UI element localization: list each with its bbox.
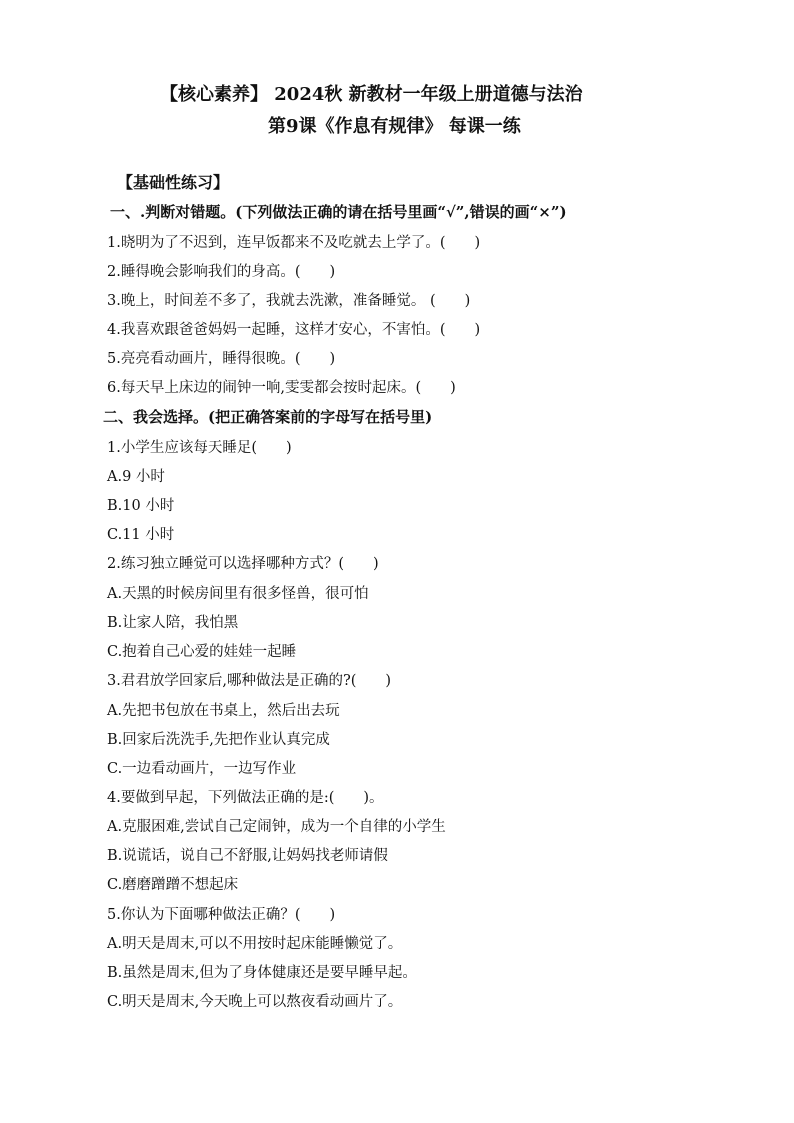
choice-option: A.9 小时 <box>107 469 165 485</box>
choice-option: C.一边看动画片，一边写作业 <box>107 761 297 777</box>
worksheet-title: 【核心素养】 2024秋 新教材一年级上册道德与法治 <box>160 84 583 105</box>
choice-question-4: 4.要做到早起，下列做法正确的是:( )。 <box>107 790 384 806</box>
basic-practice-heading: 【基础性练习】 <box>117 173 230 192</box>
true-false-question-3: 3.晚上，时间差不多了，我就去洗漱，准备睡觉。 ( ) <box>107 293 471 309</box>
choice-option: B.10 小时 <box>107 498 175 514</box>
choice-option: B.虽然是周末,但为了身体健康还是要早睡早起。 <box>107 965 417 981</box>
choice-question-1: 1.小学生应该每天睡足( ) <box>107 440 292 456</box>
choice-question-2: 2.练习独立睡觉可以选择哪种方式？( ) <box>107 556 379 572</box>
choice-option: B.回家后洗洗手,先把作业认真完成 <box>107 732 330 748</box>
choice-option: A.明天是周末,可以不用按时起床能睡懒觉了。 <box>107 936 403 952</box>
choice-question-3: 3.君君放学回家后,哪种做法是正确的?( ) <box>107 673 392 689</box>
choice-option: A.天黑的时候房间里有很多怪兽，很可怕 <box>107 586 369 602</box>
choice-option: C.11 小时 <box>107 527 175 543</box>
true-false-question-6: 6.每天早上床边的闹钟一响,雯雯都会按时起床。( ) <box>107 380 456 396</box>
true-false-question-4: 4.我喜欢跟爸爸妈妈一起睡，这样才安心，不害怕。( ) <box>107 322 481 338</box>
choice-option: C.明天是周末,今天晚上可以熬夜看动画片了。 <box>107 994 403 1010</box>
choice-option: C.抱着自己心爱的娃娃一起睡 <box>107 644 297 660</box>
true-false-question-2: 2.睡得晚会影响我们的身高。( ) <box>107 264 336 280</box>
multiple-choice-section-heading: 二、我会选择。(把正确答案前的字母写在括号里) <box>103 408 433 426</box>
lesson-subtitle: 第9课《作息有规律》 每课一练 <box>268 116 521 137</box>
true-false-section-heading: 一、.判断对错题。(下列做法正确的请在括号里画“√”,错误的画“×”) <box>110 203 567 221</box>
choice-option: C.磨磨蹭蹭不想起床 <box>107 877 239 893</box>
choice-option: A.克服困难,尝试自己定闹钟，成为一个自律的小学生 <box>107 819 446 835</box>
choice-option: B.说谎话，说自己不舒服,让妈妈找老师请假 <box>107 848 388 864</box>
true-false-question-1: 1.晓明为了不迟到，连早饭都来不及吃就去上学了。( ) <box>107 235 481 251</box>
choice-option: B.让家人陪，我怕黑 <box>107 615 239 631</box>
true-false-question-5: 5.亮亮看动画片，睡得很晚。( ) <box>107 351 336 367</box>
choice-question-5: 5.你认为下面哪种做法正确？( ) <box>107 907 336 923</box>
choice-option: A.先把书包放在书桌上，然后出去玩 <box>107 703 340 719</box>
